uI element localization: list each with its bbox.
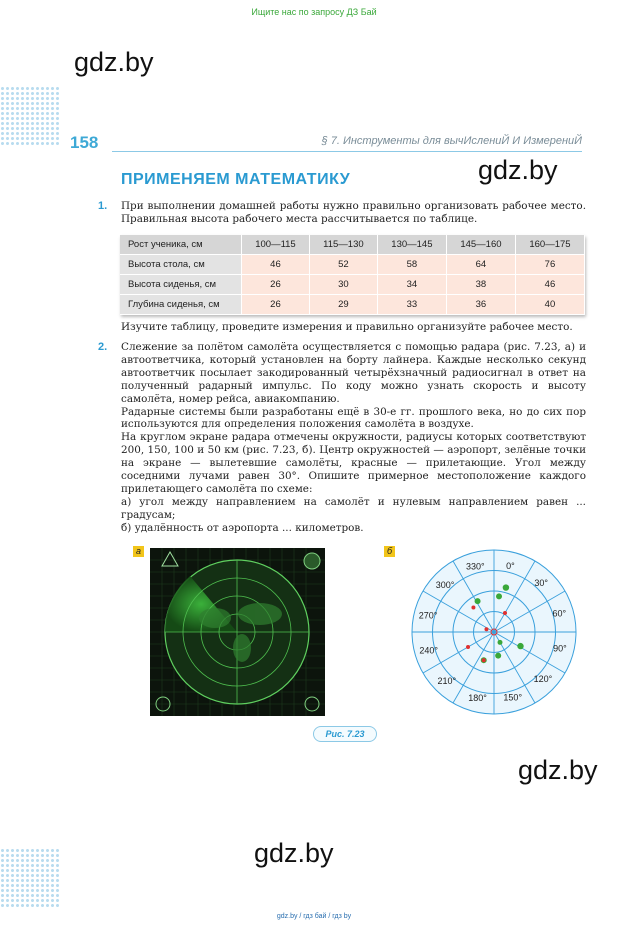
departing-plane-dot	[517, 643, 523, 649]
desk-table	[120, 235, 585, 315]
table-cell: Высота стола, см	[120, 255, 242, 275]
task-number: 1.	[98, 200, 108, 212]
task2-p2: Радарные системы были разработаны ещё в 30-е гг. прошлого века, но до сих пор используются для определения положения самолёта в воздухе.	[121, 405, 586, 431]
table-cell: 130—145	[378, 235, 447, 255]
table-cell: 76	[516, 255, 585, 275]
page-number: 158	[70, 133, 99, 152]
table-cell: 145—160	[447, 235, 516, 255]
figure-caption: Рис. 7.23	[313, 726, 377, 742]
watermark: gdz.by	[478, 155, 558, 185]
dot-decoration-top	[0, 86, 60, 146]
table-cell: 52	[310, 255, 378, 275]
task1-after-text	[121, 321, 586, 334]
table-cell: 58	[378, 255, 447, 275]
angle-label: 60°	[552, 608, 567, 619]
table-cell: 33	[378, 295, 447, 315]
table-cell: 30	[310, 275, 378, 295]
task2-p4: а) угол между направлением на самолёт и нулевым направлением равен ... градусам;	[121, 495, 586, 521]
task2-p3: На круглом экране радара отмечены окружности, радиусы которых соответствуют 200, 150, 100 и 50 км (рис. 7.23, б). Центр окружностей — аэропорт, зелёные точки на экране — вылетевшие самолёты, красные — прилетающие. Угол между соседними лучами равен 30°. Опишите примерное местоположение каждого прилетающего самолёта по схеме:	[121, 431, 586, 495]
radar-schematic	[404, 548, 584, 716]
departing-plane-dot	[475, 598, 481, 604]
table-header-row	[120, 235, 585, 255]
angle-label: 120°	[533, 674, 553, 685]
watermark: gdz.by	[74, 47, 154, 77]
table-cell: 26	[242, 295, 310, 315]
angle-label: 90°	[553, 643, 567, 654]
task2-p5: б) удалённость от аэропорта ... километров.	[121, 521, 364, 534]
table-cell: 29	[310, 295, 378, 315]
angle-label: 270°	[418, 610, 438, 621]
watermark: gdz.by	[518, 755, 598, 785]
figure-label-a: а	[133, 546, 144, 557]
table-cell: 38	[447, 275, 516, 295]
footer-links[interactable]: gdz.by / гдз бай / гдз by	[276, 913, 352, 920]
header-divider	[112, 151, 582, 152]
table-cell: 64	[447, 255, 516, 275]
table-row	[120, 275, 585, 295]
arriving-plane-dot	[471, 605, 475, 609]
table-cell: 115—130	[310, 235, 378, 255]
angle-label: 30°	[534, 578, 549, 589]
figure-label-b: б	[384, 546, 395, 557]
table-row	[120, 295, 585, 315]
watermark: gdz.by	[254, 838, 334, 868]
task2-text	[121, 341, 586, 535]
task2-p1: Слежение за полётом самолёта осуществляется с помощью радара (рис. 7.23, а) и автоответчика, который установлен на борту лайнера. Каждые несколько секунд автоответчик посылает закодированный четырёхзначный радиосигнал в ответ на полученный радарный импульс. По коду можно узнать скорость и высоту самолёта, номер рейса, авиакомпанию.	[121, 341, 586, 405]
departing-plane-dot	[495, 653, 501, 659]
top-link[interactable]: Ищите нас по запросу ДЗ Бай	[251, 7, 377, 17]
angle-label: 330°	[465, 561, 485, 572]
table-row	[120, 255, 585, 275]
angle-label: 210°	[437, 675, 457, 686]
table-cell: 46	[242, 255, 310, 275]
angle-label: 0°	[506, 561, 515, 572]
task-number: 2.	[98, 341, 108, 353]
arriving-plane-dot	[503, 611, 507, 615]
angle-label: 180°	[468, 692, 487, 703]
table-cell: 36	[447, 295, 516, 315]
arriving-plane-dot	[466, 645, 470, 649]
task1-text	[121, 200, 586, 226]
departing-plane-dot	[498, 640, 503, 645]
angle-label: 240°	[419, 645, 438, 656]
table-cell: Глубина сиденья, см	[120, 295, 242, 315]
chapter-header: § 7. Инструменты для вычИслениЙ И ИзмерениЙ	[321, 135, 582, 147]
angle-label: 300°	[435, 579, 455, 590]
arriving-plane-dot	[482, 658, 486, 662]
arriving-plane-dot	[484, 627, 488, 631]
table-cell: 46	[516, 275, 585, 295]
section-title: ПРИМЕНЯЕМ МАТЕМАТИКУ	[121, 171, 351, 188]
task1-paragraph: При выполнении домашней работы нужно правильно организовать рабочее место. Правильная высота рабочего места рассчитывается по таблице.	[121, 200, 586, 225]
dot-decoration-bottom	[0, 848, 60, 908]
radar-screen-image	[150, 548, 325, 716]
angle-label: 150°	[503, 692, 523, 703]
table-cell: Рост ученика, см	[120, 235, 242, 255]
table-cell: 26	[242, 275, 310, 295]
departing-plane-dot	[503, 584, 509, 590]
table-cell: 40	[516, 295, 585, 315]
departing-plane-dot	[496, 593, 502, 599]
table-cell: 34	[378, 275, 447, 295]
table-cell: 160—175	[516, 235, 585, 255]
table-cell: 100—115	[242, 235, 310, 255]
task1-after: Изучите таблицу, проведите измерения и правильно организуйте рабочее место.	[121, 321, 573, 333]
table-cell: Высота сиденья, см	[120, 275, 242, 295]
